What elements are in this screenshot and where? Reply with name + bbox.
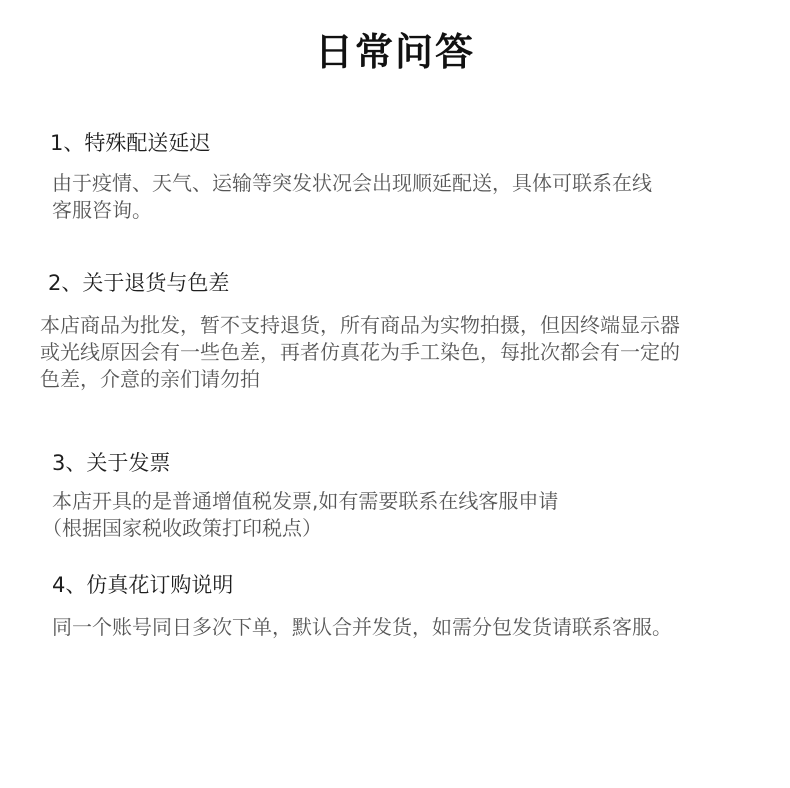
- section-3-body: [42, 488, 559, 542]
- section-2-line-1: 本店商品为批发，暂不支持退货，所有商品为实物拍摄，但因终端显示器: [40, 313, 680, 337]
- section-1-body: [52, 170, 652, 224]
- section-1-line-1: 由于疫情、天气、运输等突发状况会出现顺延配送，具体可联系在线: [52, 171, 652, 195]
- section-2-line-2: 或光线原因会有一些色差，再者仿真花为手工染色，每批次都会有一定的: [40, 340, 680, 364]
- section-4-line-1: 同一个账号同日多次下单，默认合并发货，如需分包发货请联系客服。: [52, 615, 672, 639]
- section-4-heading: 4、仿真花订购说明: [52, 573, 234, 597]
- section-1-heading: 1、特殊配送延迟: [50, 131, 211, 155]
- section-2-heading: 2、关于退货与色差: [48, 271, 230, 295]
- page-title: 日常问答: [314, 30, 475, 74]
- section-4-body: [52, 614, 672, 641]
- section-3-line-1: 本店开具的是普通增值税发票,如有需要联系在线客服申请: [52, 489, 559, 513]
- section-3-heading: 3、关于发票: [52, 451, 171, 475]
- section-2-body: [40, 312, 680, 393]
- section-1-line-2: 客服咨询。: [52, 198, 152, 222]
- section-3-line-2: （根据国家税收政策打印税点）: [42, 516, 322, 540]
- section-2-line-3: 色差，介意的亲们请勿拍: [40, 367, 260, 391]
